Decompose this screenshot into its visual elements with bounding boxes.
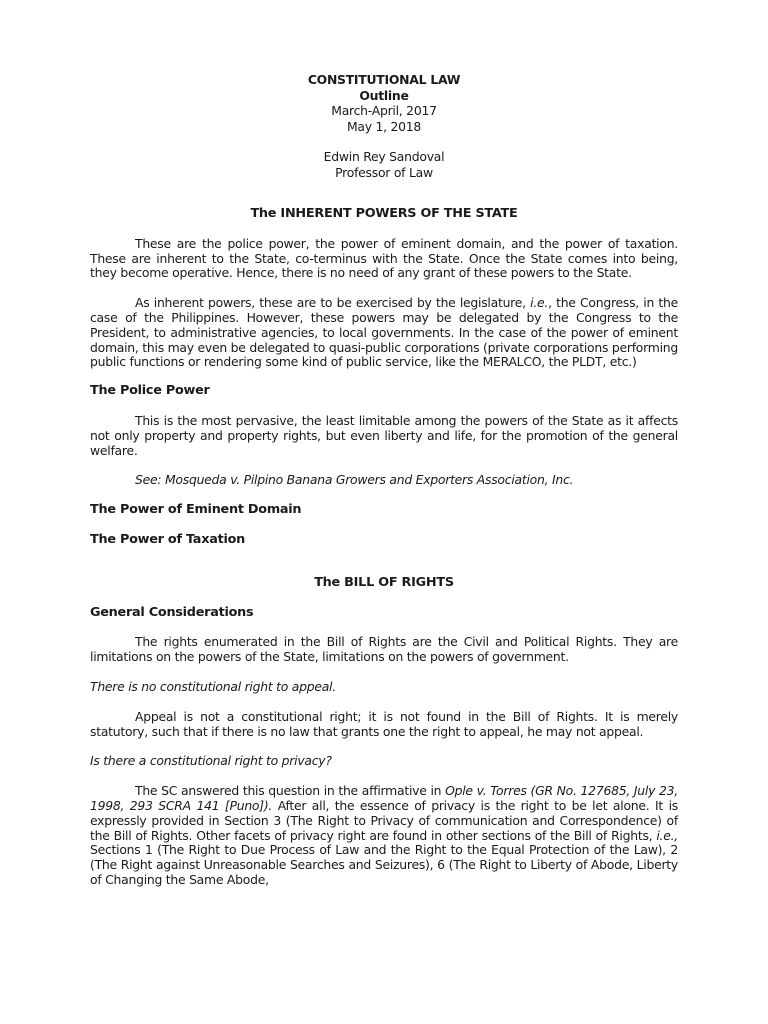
taxation-heading: The Power of Taxation (90, 531, 245, 547)
police-see-reference: See: Mosqueda v. Pilpino Banana Growers and Exporters Association, Inc. (135, 472, 574, 488)
bill-paragraph-1: The rights enumerated in the Bill of Rights are the Civil and Political Rights. They are limitations on the powers of the State, limitations on the powers of government. (90, 634, 678, 665)
date-line-2: May 1, 2018 (346, 118, 422, 134)
privacy-paragraph: The SC answered this question in the affirmative in Ople v. Torres (GR No. 127685, July 23, 1998, 293 SCRA 141 [Puno]). After all, the essence of privacy is the right to be let alone. It is expressly provided in Section 3 (The Right to Privacy of communication and Correspondence) of the Bill of Rights. Other facets of privacy right are found in other sections of the Bill of Rights, i.e., Sections 1 (The Right to Due Process of Law and the Right to the Equal Protection of the Law), 2 (The Right against Unreasonable Searches and Seizures), 6 (The Right to Liberty of Abode, Liberty of Changing the Same Abode, (90, 783, 678, 887)
author-name: Edwin Rey Sandoval (323, 149, 445, 164)
police-power-heading: The Police Power (90, 383, 210, 399)
document-subtitle: Outline (359, 87, 409, 103)
bill-of-rights-heading: The BILL OF RIGHTS (314, 574, 454, 590)
inherent-powers-heading: The INHERENT POWERS OF THE STATE (250, 206, 518, 221)
document-header (90, 72, 678, 180)
appeal-question: There is no constitutional right to appeal. (90, 678, 336, 694)
police-paragraph-1: This is the most pervasive, the least limitable among the powers of the State as it affects not only property and property rights, but even liberty and life, for the promotion of the general welfare. (90, 412, 678, 458)
general-considerations-heading: General Considerations (90, 604, 254, 620)
inherent-paragraph-1: These are the police power, the power of eminent domain, and the power of taxation. These are inherent to the State, co-terminus with the State. Once the State comes into being, they become operative. Hence, there is no need of any grant of these powers to the State. (90, 235, 678, 281)
eminent-domain-heading: The Power of Eminent Domain (90, 502, 302, 518)
inherent-paragraph-2: As inherent powers, these are to be exercised by the legislature, i.e., the Congress, in the case of the Philippines. However, these powers may be delegated by the Congress to the President, to administrative agencies, to local governments. In the case of the power of eminent domain, this may even be delegated to quasi-public corporations (private corporations performing public functions or rendering some kind of public service, like the MERALCO, the PLDT, etc.) (90, 295, 679, 370)
appeal-paragraph: Appeal is not a constitutional right; it is not found in the Bill of Rights. It is merely statutory, such that if there is no law that grants one the right to appeal, he may not appeal. (90, 708, 678, 739)
privacy-question: Is there a constitutional right to privacy? (90, 753, 332, 769)
document-title: CONSTITUTIONAL LAW (307, 72, 461, 87)
author-title: Professor of Law (335, 164, 433, 180)
date-line-1: March-April, 2017 (331, 103, 437, 118)
